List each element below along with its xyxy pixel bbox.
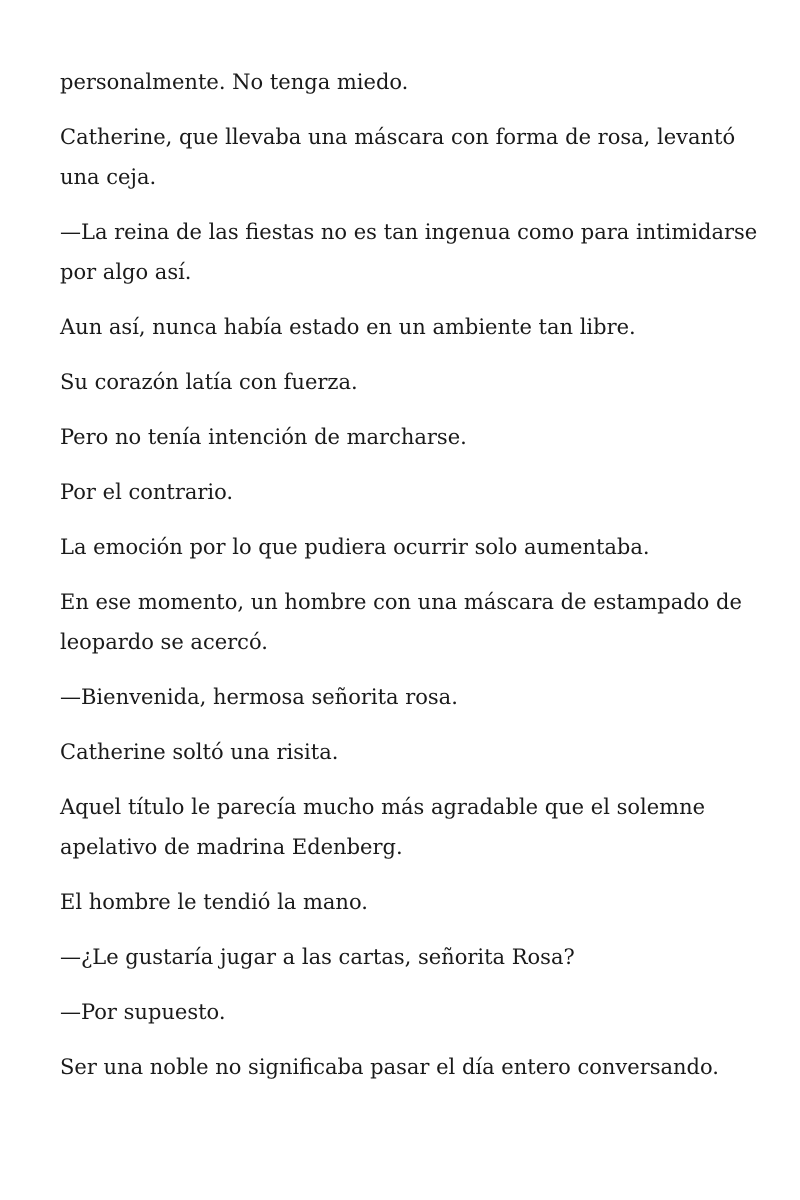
paragraph: —Bienvenida, hermosa señorita rosa. bbox=[60, 685, 458, 709]
paragraph: Pero no tenía intención de marcharse. bbox=[60, 425, 467, 449]
paragraph: Su corazón latía con fuerza. bbox=[60, 370, 358, 394]
paragraph: personalmente. No tenga miedo. bbox=[60, 70, 409, 94]
paragraph: Aquel título le parecía mucho más agradable que el solemne apelativo de madrina Edenberg. bbox=[60, 795, 706, 859]
paragraph: Por el contrario. bbox=[60, 480, 234, 504]
reader-page bbox=[60, 62, 760, 1102]
paragraph: —¿Le gustaría jugar a las cartas, señorita Rosa? bbox=[60, 945, 575, 969]
paragraph: —La reina de las fiestas no es tan ingenua como para intimidarse por algo así. bbox=[60, 220, 758, 284]
paragraph: Ser una noble no significaba pasar el día entero conversando. bbox=[60, 1055, 719, 1079]
paragraph: El hombre le tendió la mano. bbox=[60, 890, 368, 914]
paragraph: —Por supuesto. bbox=[60, 1000, 226, 1024]
paragraph: Aun así, nunca había estado en un ambiente tan libre. bbox=[60, 315, 636, 339]
paragraph: Catherine, que llevaba una máscara con forma de rosa, levantó una ceja. bbox=[60, 125, 736, 189]
paragraph: La emoción por lo que pudiera ocurrir solo aumentaba. bbox=[60, 535, 650, 559]
paragraph: Catherine soltó una risita. bbox=[60, 740, 339, 764]
paragraph: En ese momento, un hombre con una máscara de estampado de leopardo se acercó. bbox=[60, 590, 742, 654]
